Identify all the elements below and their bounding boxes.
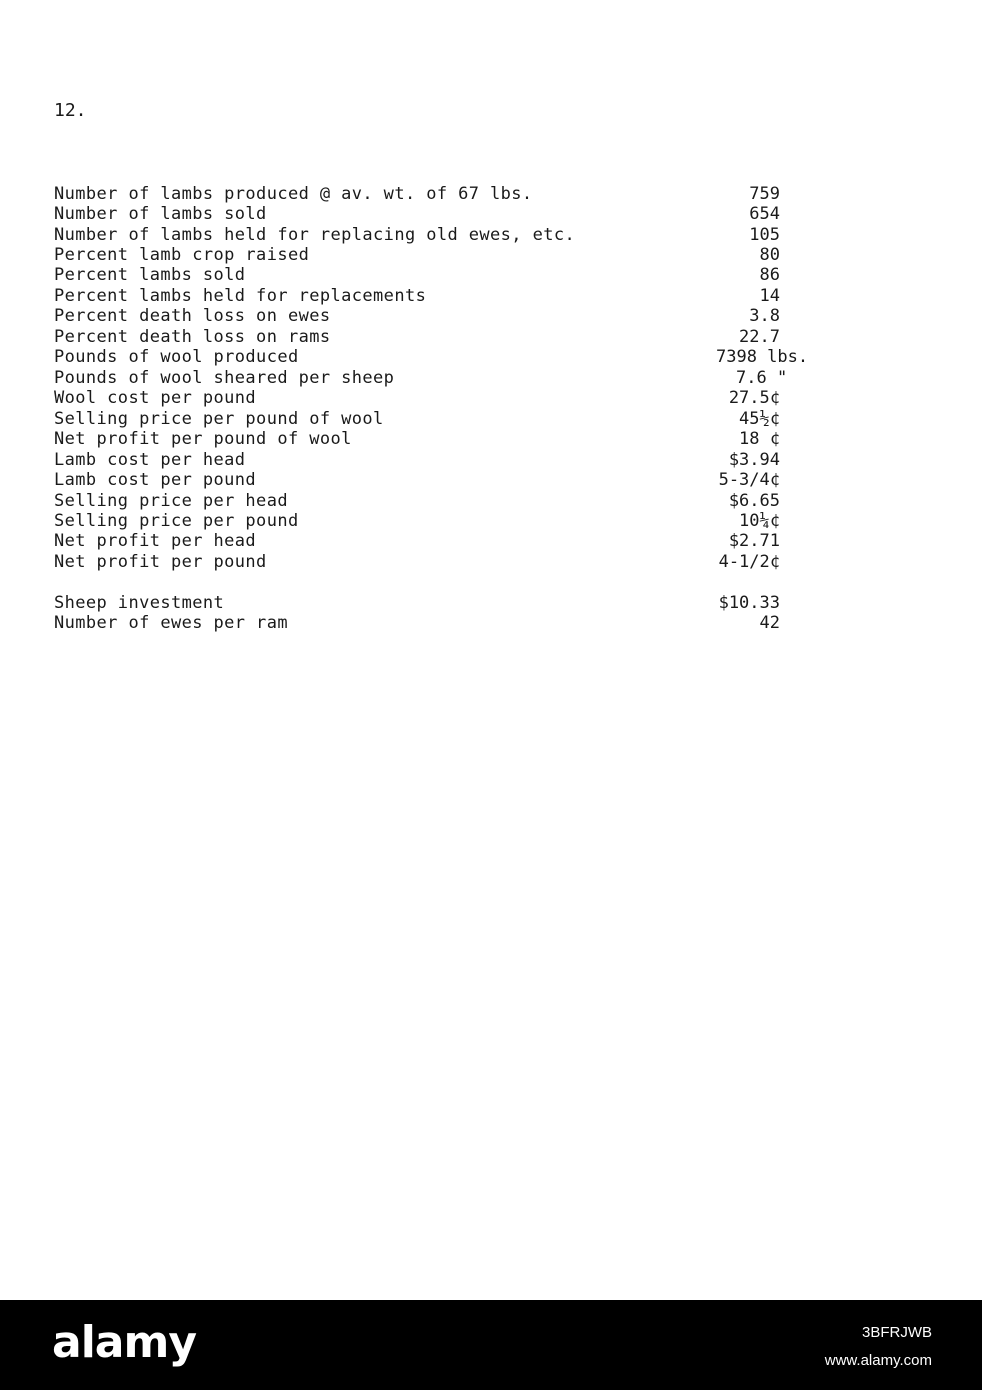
row-label: Pounds of wool produced: [54, 347, 299, 367]
row-value: 105: [749, 225, 780, 245]
table-row: [0, 286, 982, 306]
table-row: [0, 593, 982, 613]
row-value: 759: [749, 184, 780, 204]
table-row: [0, 552, 982, 572]
table-row: [0, 429, 982, 449]
table-row: [0, 347, 982, 367]
row-value: 4-1/2¢: [718, 552, 780, 572]
row-value: 3.8: [749, 306, 780, 326]
table-row: [0, 388, 982, 408]
row-label: Net profit per pound: [54, 552, 267, 572]
row-label: Lamb cost per head: [54, 450, 246, 470]
row-label: Net profit per pound of wool: [54, 429, 352, 449]
table-row: [0, 265, 982, 285]
row-label: Percent death loss on rams: [54, 327, 331, 347]
row-value: $3.94: [728, 450, 780, 470]
table-row: [0, 470, 982, 490]
table-row: [0, 306, 982, 326]
row-value: $10.33: [718, 593, 780, 613]
row-value: 86: [759, 265, 780, 285]
image-id: 3BFRJWB: [861, 1324, 932, 1341]
table-row: [0, 409, 982, 429]
row-label: Number of lambs produced @ av. wt. of 67 lbs.: [54, 184, 533, 204]
row-value: 10¼¢: [739, 511, 780, 531]
table-row: [0, 184, 982, 204]
row-value: 14: [759, 286, 780, 306]
alamy-logo: alamy: [52, 1317, 196, 1368]
row-value: 42: [759, 613, 780, 633]
row-label: Wool cost per pound: [54, 388, 257, 408]
table-row: [0, 225, 982, 245]
table-row: [0, 450, 982, 470]
table-row: [0, 245, 982, 265]
row-value: $6.65: [728, 491, 780, 511]
table-row: [0, 327, 982, 347]
table-row: [0, 511, 982, 531]
table-row: [0, 368, 982, 388]
row-label: Number of lambs held for replacing old ewes, etc.: [54, 225, 576, 245]
row-value: 45½¢: [739, 409, 780, 429]
table-row: [0, 491, 982, 511]
row-label: Selling price per head: [54, 491, 288, 511]
watermark-footer: [0, 1300, 982, 1390]
row-value: $2.71: [728, 531, 780, 551]
row-label: Pounds of wool sheared per sheep: [54, 368, 395, 388]
row-label: Selling price per pound: [54, 511, 299, 531]
row-label: Percent lambs held for replacements: [54, 286, 427, 306]
row-label: Number of ewes per ram: [54, 613, 288, 633]
row-value: 27.5¢: [728, 388, 780, 408]
row-label: Percent death loss on ewes: [54, 306, 331, 326]
row-value: 7.6 ": [736, 368, 788, 388]
row-label: Number of lambs sold: [54, 204, 267, 224]
page-number: 12.: [54, 100, 87, 121]
row-label: Selling price per pound of wool: [54, 409, 384, 429]
table-row: [0, 204, 982, 224]
row-value: 5-3/4¢: [718, 470, 780, 490]
row-value: 22.7: [739, 327, 780, 347]
row-value: 18 ¢: [739, 429, 780, 449]
row-label: Lamb cost per pound: [54, 470, 257, 490]
site-url: www.alamy.com: [824, 1352, 932, 1369]
row-label: Percent lamb crop raised: [54, 245, 310, 265]
row-value: 654: [749, 204, 780, 224]
table-row: [0, 613, 982, 633]
table-row: [0, 531, 982, 551]
row-value: 7398 lbs.: [716, 347, 809, 367]
row-label: Sheep investment: [54, 593, 225, 613]
row-label: Net profit per head: [54, 531, 257, 551]
row-value: 80: [759, 245, 780, 265]
row-label: Percent lambs sold: [54, 265, 246, 285]
